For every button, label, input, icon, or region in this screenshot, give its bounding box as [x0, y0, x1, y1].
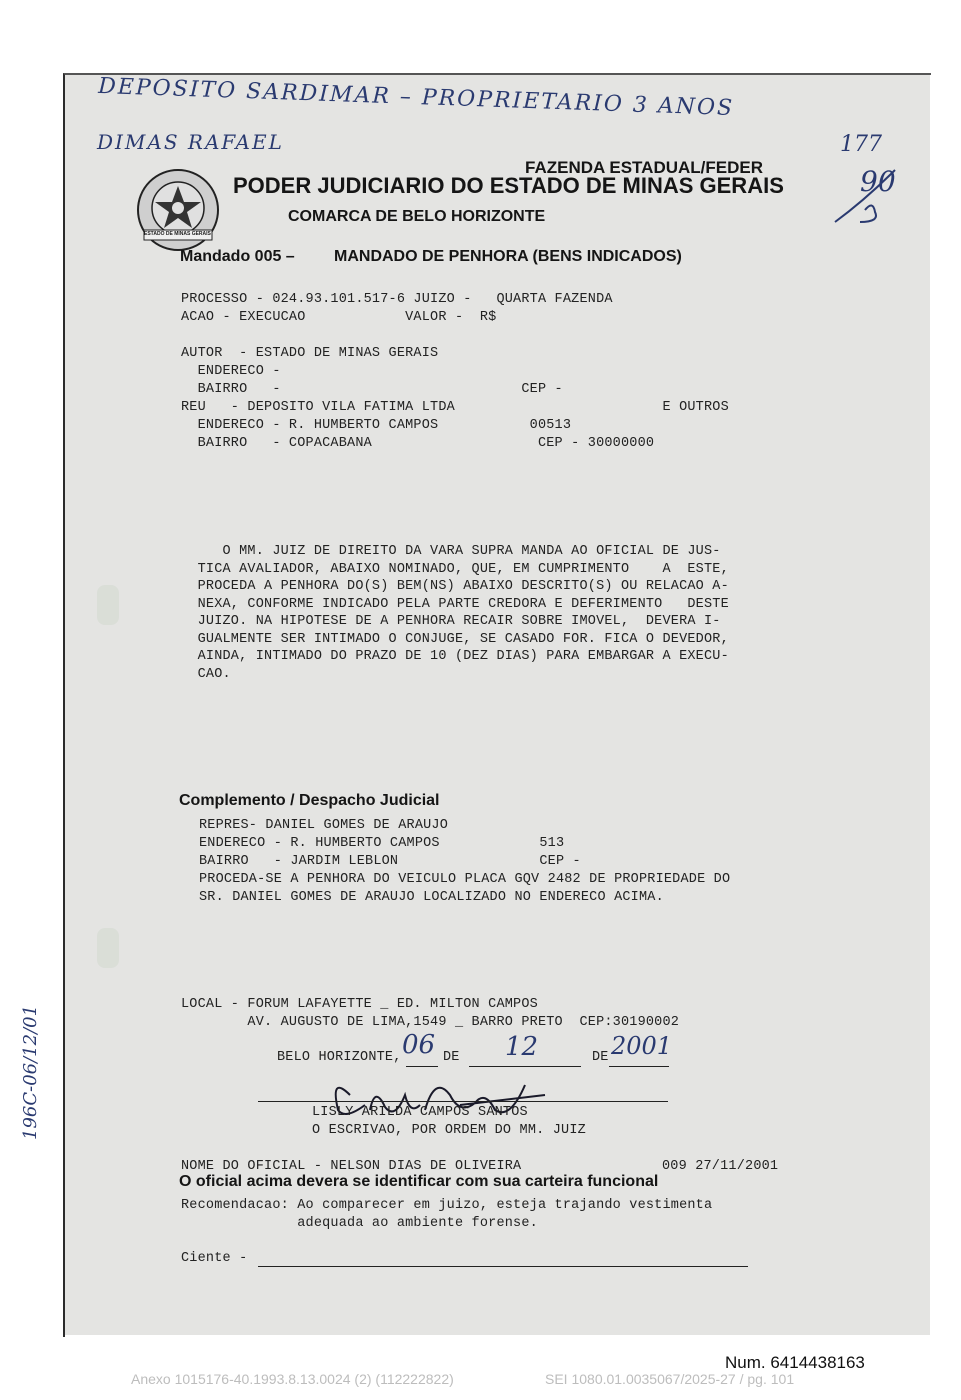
ciente-label: Ciente -	[181, 1251, 248, 1266]
complemento-line: PROCEDA-SE A PENHORA DO VEICULO PLACA GQV 2482 DE PROPRIEDADE DO	[199, 872, 731, 887]
body-line: NEXA, CONFORME INDICADO PELA PARTE CREDORA E DEFERIMENTO DESTE	[181, 596, 729, 612]
punch-hole-mark	[97, 928, 119, 968]
anexo-reference: Anexo 1015176-40.1993.8.13.0024 (2) (112222822)	[131, 1371, 454, 1387]
handwritten-page-mark: 177	[840, 132, 882, 157]
escrivao-name: LISLY ARILDA CAMPOS SANTOS	[312, 1105, 528, 1120]
handwritten-page-mark-2: 90	[860, 165, 896, 198]
handwritten-year: 2001	[611, 1032, 673, 1060]
local-address: AV. AUGUSTO DE LIMA,1549 _ BARRO PRETO CEP:30190002	[181, 1015, 680, 1030]
autor-endereco: ENDERECO -	[181, 364, 281, 379]
reu-bairro: BAIRRO - COPACABANA CEP - 30000000	[181, 436, 655, 451]
comarca-label: COMARCA DE BELO HORIZONTE	[288, 208, 546, 225]
handwritten-month: 12	[505, 1032, 539, 1062]
seal-text: ESTADO DE MINAS GERAIS	[144, 231, 211, 237]
body-line: JUIZO. NA HIPOTESE DE A PENHORA RECAIR SOBRE IMOVEL, DEVERA I-	[181, 614, 721, 629]
city-label: BELO HORIZONTE,	[277, 1050, 402, 1065]
handwritten-note-line1: DEPOSITO SARDIMAR – PROPRIETARIO 3 ANOS	[97, 73, 735, 122]
handwritten-slash-icon	[825, 160, 905, 230]
processo-line: PROCESSO - 024.93.101.517-6 JUIZO - QUARTA FAZENDA	[181, 292, 613, 307]
handwritten-side-note: 196C-06/12/01	[20, 1004, 41, 1140]
body-text	[181, 544, 729, 682]
recomendacao-line: Recomendacao: Ao comparecer em juizo, esteja trajando vestimenta	[181, 1198, 713, 1213]
body-line: O MM. JUIZ DE DIREITO DA VARA SUPRA MANDA AO OFICIAL DE JUS-	[181, 544, 721, 559]
acao-line: ACAO - EXECUCAO VALOR - R$	[181, 310, 497, 325]
autor-bairro: BAIRRO - CEP -	[181, 382, 563, 397]
oficial-code-date: 009 27/11/2001	[662, 1159, 779, 1174]
ciente-line	[258, 1266, 748, 1267]
year-underline	[609, 1066, 669, 1067]
fazenda-label: FAZENDA ESTADUAL/FEDER	[525, 158, 763, 177]
de-label: DE	[443, 1050, 460, 1065]
reu-line: REU - DEPOSITO VILA FATIMA LTDA E OUTROS	[181, 400, 729, 415]
minas-gerais-seal-icon	[136, 168, 220, 252]
oficial-warning: O oficial acima devera se identificar com sua carteira funcional	[179, 1173, 659, 1190]
handwritten-note-line2: DIMAS RAFAEL	[97, 130, 284, 154]
mandado-title: MANDADO DE PENHORA (BENS INDICADOS)	[334, 248, 682, 265]
complemento-line: BAIRRO - JARDIM LEBLON CEP -	[199, 854, 581, 869]
local-line: LOCAL - FORUM LAFAYETTE _ ED. MILTON CAMPOS	[181, 997, 538, 1012]
de-label: DE	[592, 1050, 609, 1065]
complemento-line: ENDERECO - R. HUMBERTO CAMPOS 513	[199, 836, 565, 851]
oficial-name: NOME DO OFICIAL - NELSON DIAS DE OLIVEIRA	[181, 1159, 522, 1174]
sei-reference: SEI 1080.01.0035067/2025-27 / pg. 101	[545, 1371, 795, 1387]
document-number: Num. 6414438163	[725, 1353, 865, 1372]
escrivao-role: O ESCRIVAO, POR ORDEM DO MM. JUIZ	[312, 1123, 586, 1138]
page-title: PODER JUDICIARIO DO ESTADO DE MINAS GERAIS	[233, 173, 784, 198]
complemento-line: REPRES- DANIEL GOMES DE ARAUJO	[199, 818, 449, 833]
body-line: PROCEDA A PENHORA DO(S) BEM(NS) ABAIXO DESCRITO(S) OU RELACAO A-	[181, 579, 729, 594]
handwritten-day: 06	[402, 1030, 436, 1060]
recomendacao-line: adequada ao ambiente forense.	[181, 1216, 538, 1231]
mandado-number: Mandado 005 –	[180, 248, 295, 265]
body-line: CAO.	[181, 666, 231, 682]
body-line: TICA AVALIADOR, ABAIXO NOMINADO, QUE, EM CUMPRIMENTO A ESTE,	[181, 561, 729, 577]
complemento-heading: Complemento / Despacho Judicial	[179, 792, 440, 809]
body-line: AINDA, INTIMADO DO PRAZO DE 10 (DEZ DIAS) PARA EMBARGAR A EXECU-	[181, 649, 729, 664]
complemento-line: SR. DANIEL GOMES DE ARAUJO LOCALIZADO NO ENDERECO ACIMA.	[199, 890, 664, 905]
signature-line	[258, 1101, 668, 1102]
reu-endereco: ENDERECO - R. HUMBERTO CAMPOS 00513	[181, 418, 572, 433]
autor-line: AUTOR - ESTADO DE MINAS GERAIS	[181, 346, 439, 361]
body-line: GUALMENTE SER INTIMADO O CONJUGE, SE CASADO FOR. FICA O DEVEDOR,	[181, 631, 729, 647]
punch-hole-mark	[97, 585, 119, 625]
